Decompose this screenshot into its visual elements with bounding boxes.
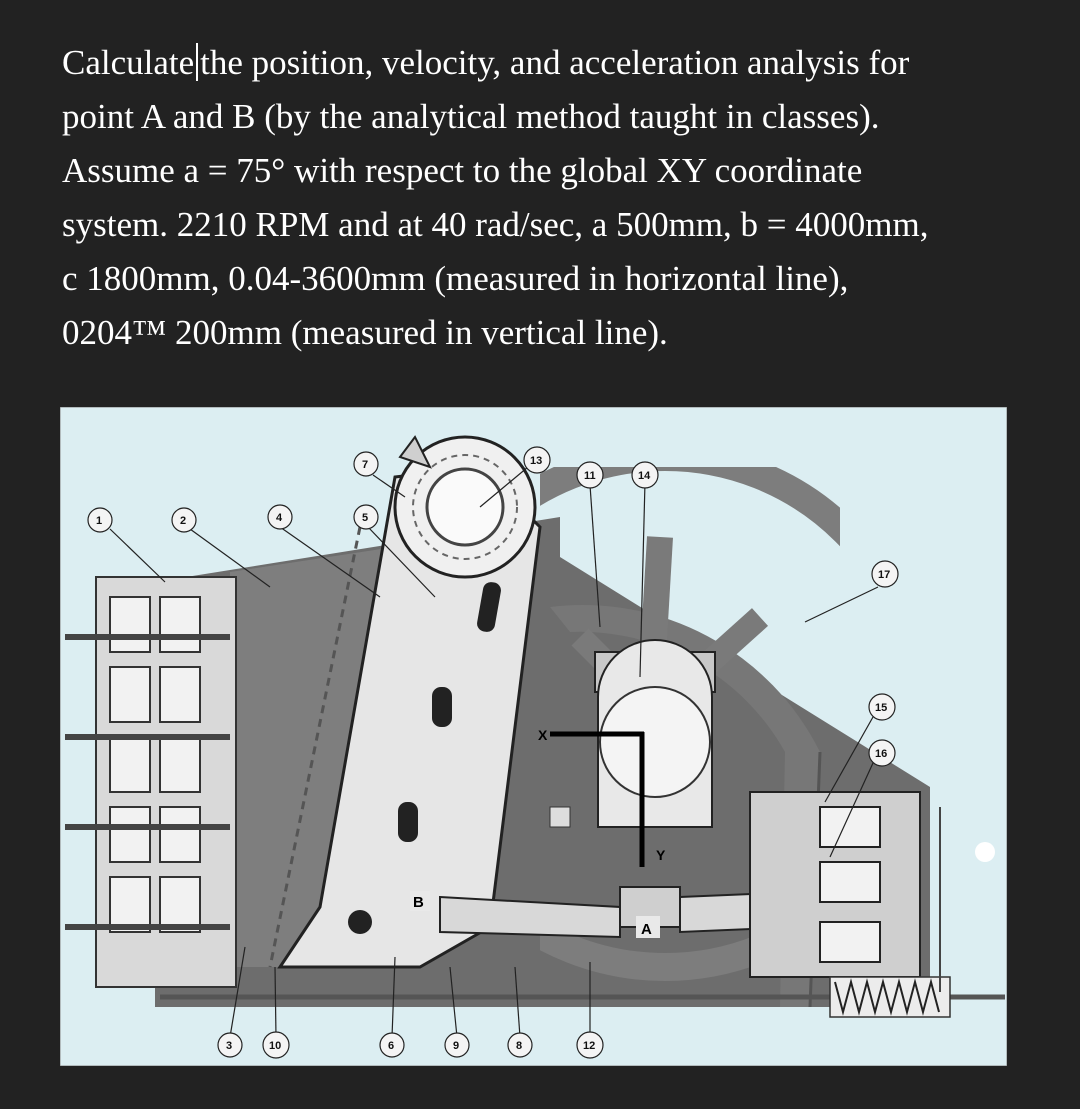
question-line-1-end: the position, velocity, and acceleration analysis for [200, 43, 910, 82]
callout-11: 11 [584, 470, 596, 482]
point-a [636, 916, 660, 938]
callout-8: 8 [516, 1040, 523, 1052]
question-line-1 [62, 36, 1052, 90]
question-text [62, 36, 1052, 360]
callout-7: 7 [362, 459, 369, 471]
jaw-crusher-figure [60, 407, 1007, 1066]
point-b [410, 891, 430, 911]
question-line-4: system. 2210 RPM and at 40 rad/sec, a 500mm, b = 4000mm, [62, 205, 929, 244]
eccentric-shaft [395, 437, 535, 577]
callout-14: 14 [638, 470, 651, 482]
callout-2: 2 [180, 515, 187, 527]
question-line-5: c 1800mm, 0.04-3600mm (measured in horizontal line), [62, 259, 849, 298]
callout-6: 6 [388, 1040, 395, 1052]
axis-x-label: X [538, 727, 548, 743]
callout-4: 4 [276, 512, 283, 524]
callout-16: 16 [875, 748, 888, 760]
point-b-label: B [413, 894, 424, 911]
callout-9: 9 [453, 1040, 460, 1052]
question-line-3: Assume a = 75° with respect to the global XY coordinate [62, 151, 863, 190]
callout-12: 12 [583, 1040, 596, 1052]
question-line-2: point A and B (by the analytical method taught in classes). [62, 97, 880, 136]
callout-10: 10 [269, 1040, 282, 1052]
question-line-1-start: Calculate [62, 43, 195, 82]
axis-y-label: Y [656, 847, 666, 863]
question-line-6: 0204™ 200mm (measured in vertical line). [62, 313, 668, 352]
callout-13: 13 [530, 455, 543, 467]
callout-15: 15 [875, 702, 888, 714]
callout-3: 3 [226, 1040, 233, 1052]
callout-1: 1 [96, 515, 103, 527]
callout-17: 17 [878, 569, 891, 581]
callout-5: 5 [362, 512, 369, 524]
text-cursor [196, 43, 198, 81]
point-a-label: A [641, 921, 652, 938]
jaw-crusher-illustration [60, 407, 1007, 1066]
